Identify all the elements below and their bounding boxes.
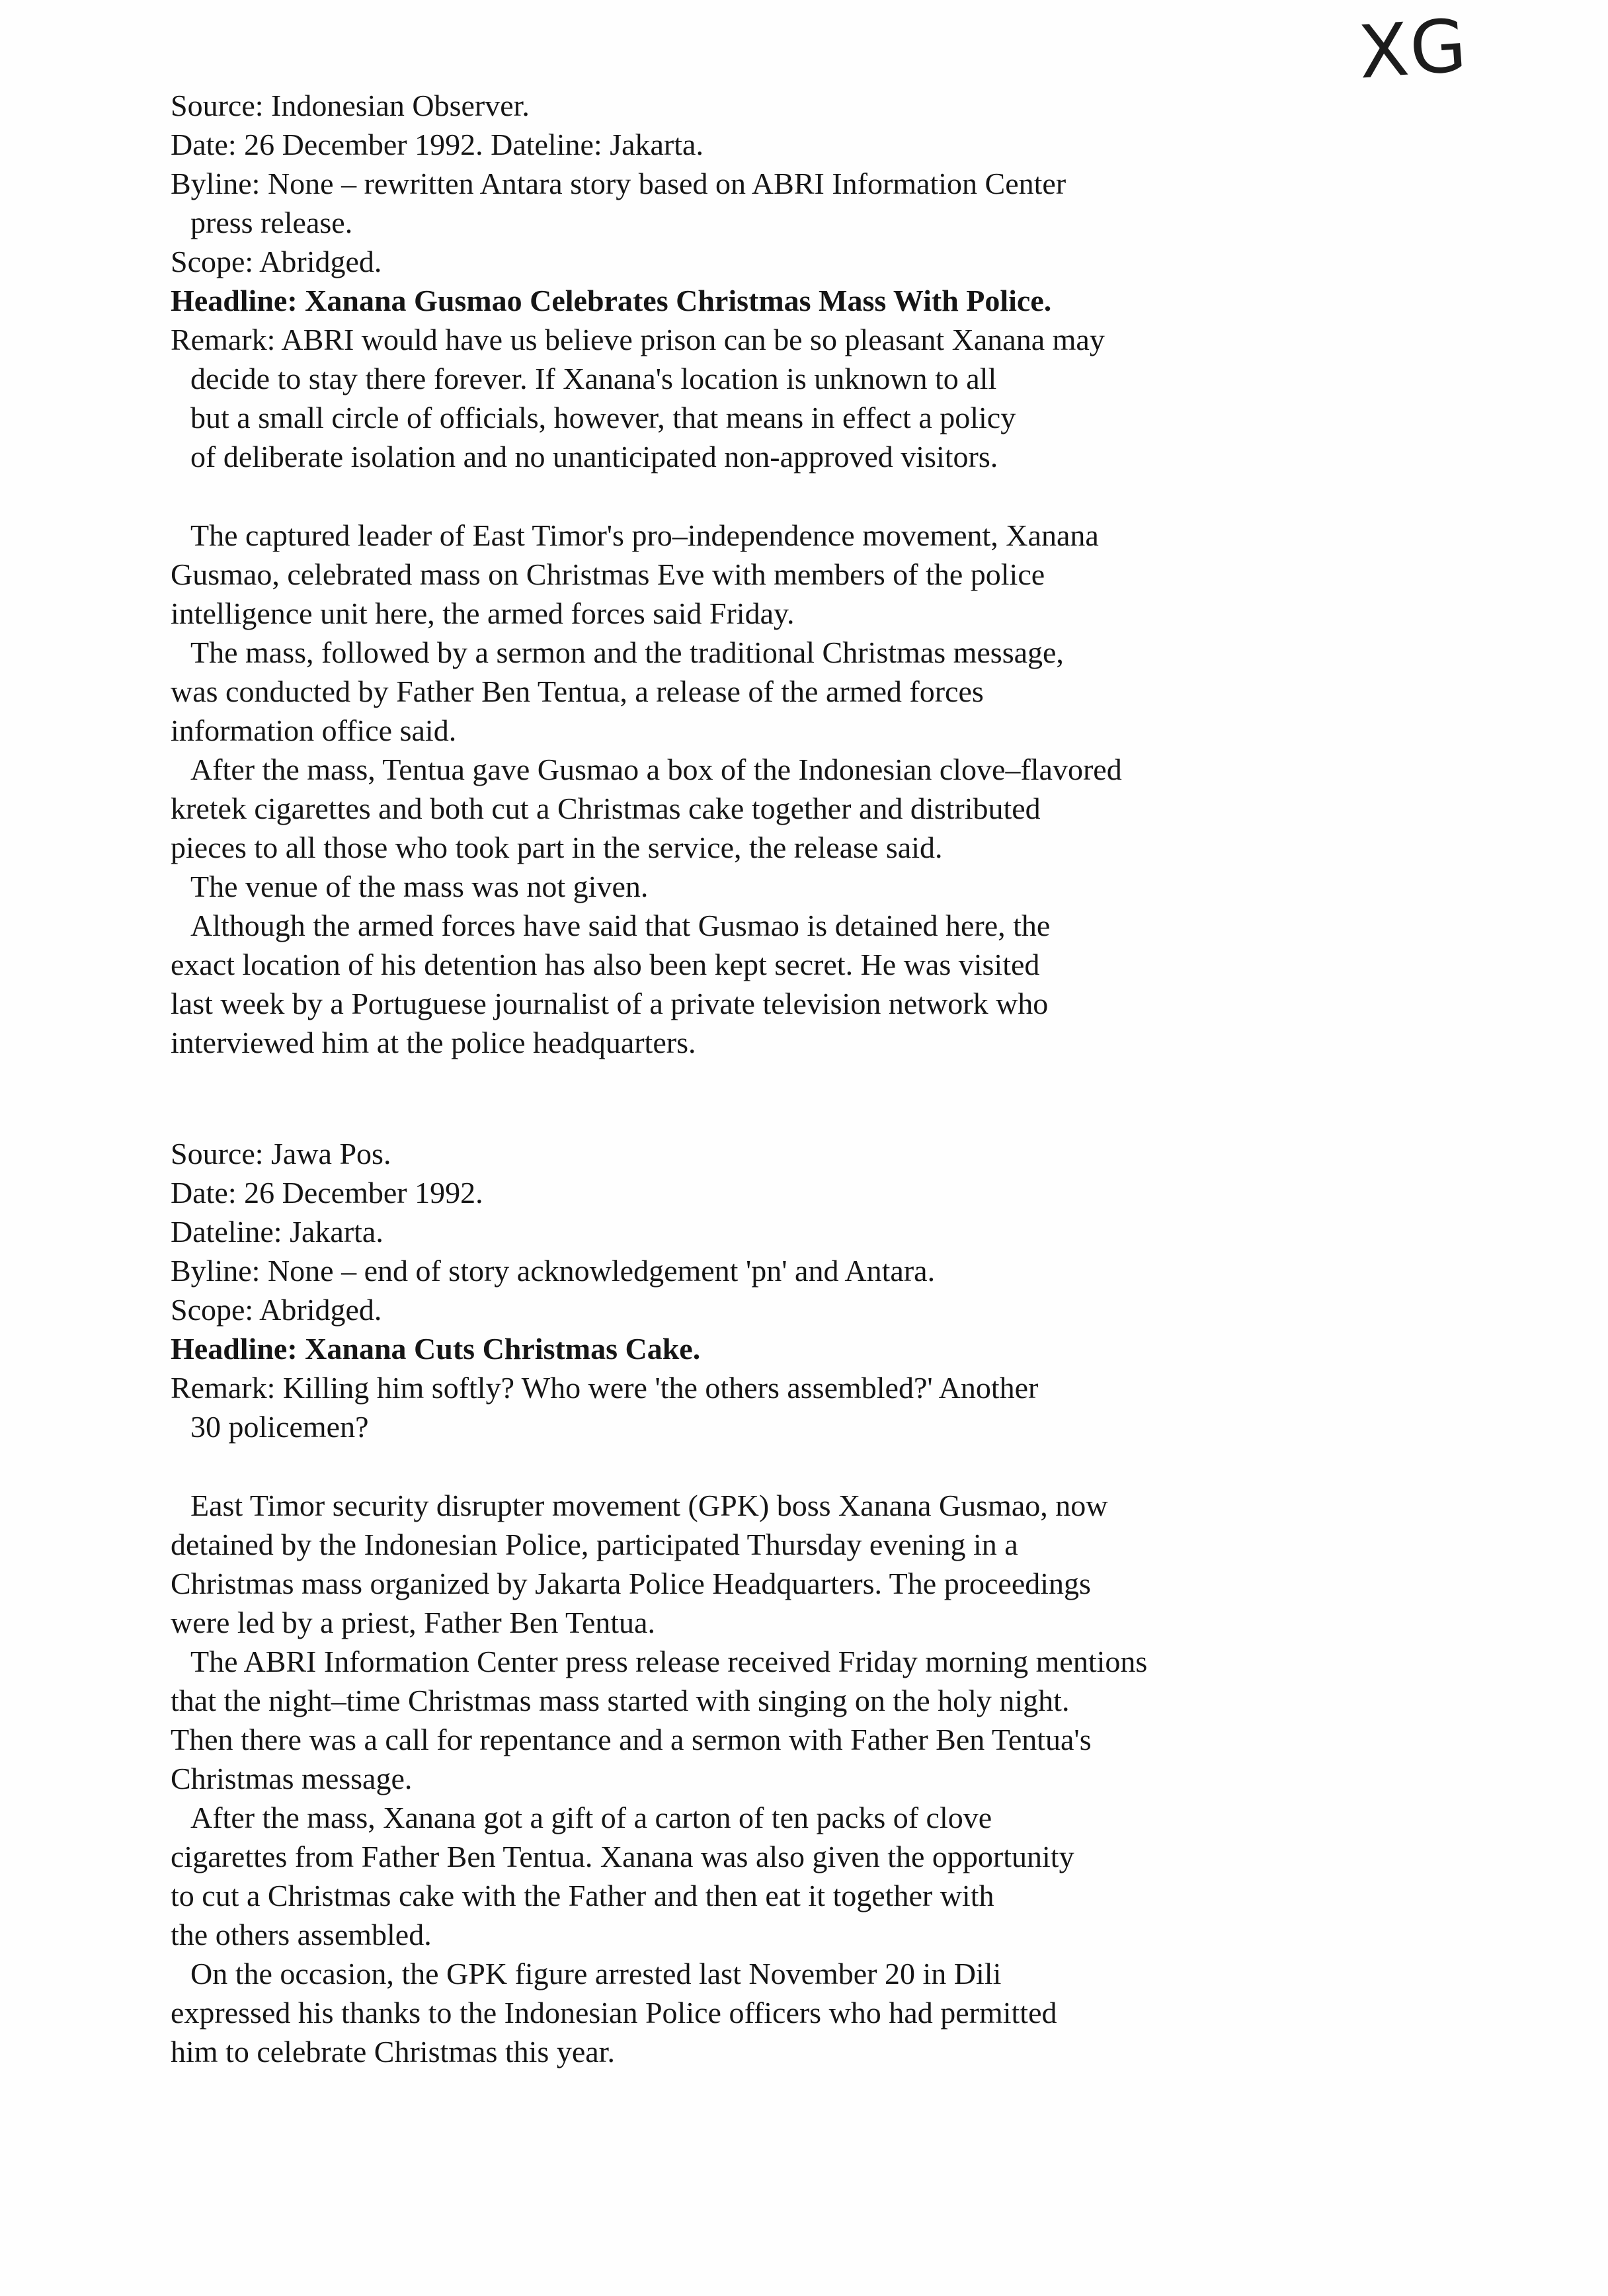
body-line: intelligence unit here, the armed forces said Friday. xyxy=(171,596,795,630)
body-line: Gusmao, celebrated mass on Christmas Eve with members of the police xyxy=(171,557,1045,591)
body-line: information office said. xyxy=(171,714,457,747)
scope-line: Scope: Abridged. xyxy=(171,1293,382,1327)
body-line: The mass, followed by a sermon and the traditional Christmas message, xyxy=(190,636,1064,669)
remark-line: but a small circle of officials, however, that means in effect a policy xyxy=(190,401,1016,434)
body-line: Christmas mass organized by Jakarta Police Headquarters. The proceedings xyxy=(171,1567,1091,1600)
body-line: After the mass, Tentua gave Gusmao a box of the Indonesian clove–flavored xyxy=(190,753,1122,786)
article-jawa-pos xyxy=(171,1134,1480,2071)
date-line: Date: 26 December 1992. xyxy=(171,1176,483,1210)
body-line: the others assembled. xyxy=(171,1918,432,1951)
body-line: The captured leader of East Timor's pro–independence movement, Xanana xyxy=(190,518,1099,552)
body-line: The ABRI Information Center press release received Friday morning mentions xyxy=(190,1645,1148,1678)
date-line: Date: 26 December 1992. Dateline: Jakarta. xyxy=(171,128,704,161)
handwritten-corner-mark: XG xyxy=(1355,3,1470,95)
body-line: After the mass, Xanana got a gift of a carton of ten packs of clove xyxy=(190,1801,992,1834)
byline-line: Byline: None – rewritten Antara story based on ABRI Information Center xyxy=(171,167,1066,200)
body-line: Although the armed forces have said that Gusmao is detained here, the xyxy=(190,909,1051,942)
byline-line: Byline: None – end of story acknowledgement 'pn' and Antara. xyxy=(171,1254,936,1288)
scope-line: Scope: Abridged. xyxy=(171,245,382,278)
body-line: him to celebrate Christmas this year. xyxy=(171,2035,615,2069)
article-indonesian-observer xyxy=(171,86,1480,1062)
byline-continuation: press release. xyxy=(190,206,353,239)
paragraph-gap xyxy=(171,476,1480,516)
body-line: detained by the Indonesian Police, participated Thursday evening in a xyxy=(171,1528,1018,1561)
body-line: cigarettes from Father Ben Tentua. Xanana was also given the opportunity xyxy=(171,1840,1074,1873)
remark-line: Remark: Killing him softly? Who were 'the others assembled?' Another xyxy=(171,1371,1039,1405)
body-line: Christmas message. xyxy=(171,1762,413,1795)
body-line: was conducted by Father Ben Tentua, a release of the armed forces xyxy=(171,675,984,708)
body-line: Then there was a call for repentance and a sermon with Father Ben Tentua's xyxy=(171,1723,1092,1756)
body-line: The venue of the mass was not given. xyxy=(190,870,649,903)
body-line: to cut a Christmas cake with the Father and then eat it together with xyxy=(171,1879,994,1912)
remark-line: of deliberate isolation and no unanticipated non-approved visitors. xyxy=(190,440,998,473)
body-line: that the night–time Christmas mass started with singing on the holy night. xyxy=(171,1684,1070,1717)
body-line: pieces to all those who took part in the service, the release said. xyxy=(171,831,943,864)
body-line: interviewed him at the police headquarters. xyxy=(171,1026,696,1059)
body-line: kretek cigarettes and both cut a Christmas cake together and distributed xyxy=(171,792,1041,825)
headline: Headline: Xanana Cuts Christmas Cake. xyxy=(171,1332,701,1366)
body-line: last week by a Portuguese journalist of a private television network who xyxy=(171,987,1049,1020)
remark-line: 30 policemen? xyxy=(190,1410,369,1444)
body-line: On the occasion, the GPK figure arrested last November 20 in Dili xyxy=(190,1957,1002,1990)
body-line: exact location of his detention has also been kept secret. He was visited xyxy=(171,948,1040,981)
body-line: East Timor security disrupter movement (GPK) boss Xanana Gusmao, now xyxy=(190,1489,1108,1522)
source-line: Source: Indonesian Observer. xyxy=(171,89,530,122)
body-line: were led by a priest, Father Ben Tentua. xyxy=(171,1606,655,1639)
remark-line: Remark: ABRI would have us believe prison can be so pleasant Xanana may xyxy=(171,323,1105,356)
headline: Headline: Xanana Gusmao Celebrates Christmas Mass With Police. xyxy=(171,284,1052,317)
dateline-line: Dateline: Jakarta. xyxy=(171,1215,383,1249)
body-line: expressed his thanks to the Indonesian Police officers who had permitted xyxy=(171,1996,1057,2030)
source-line: Source: Jawa Pos. xyxy=(171,1137,391,1170)
remark-line: decide to stay there forever. If Xanana's location is unknown to all xyxy=(190,362,997,395)
paragraph-gap xyxy=(171,1446,1480,1486)
